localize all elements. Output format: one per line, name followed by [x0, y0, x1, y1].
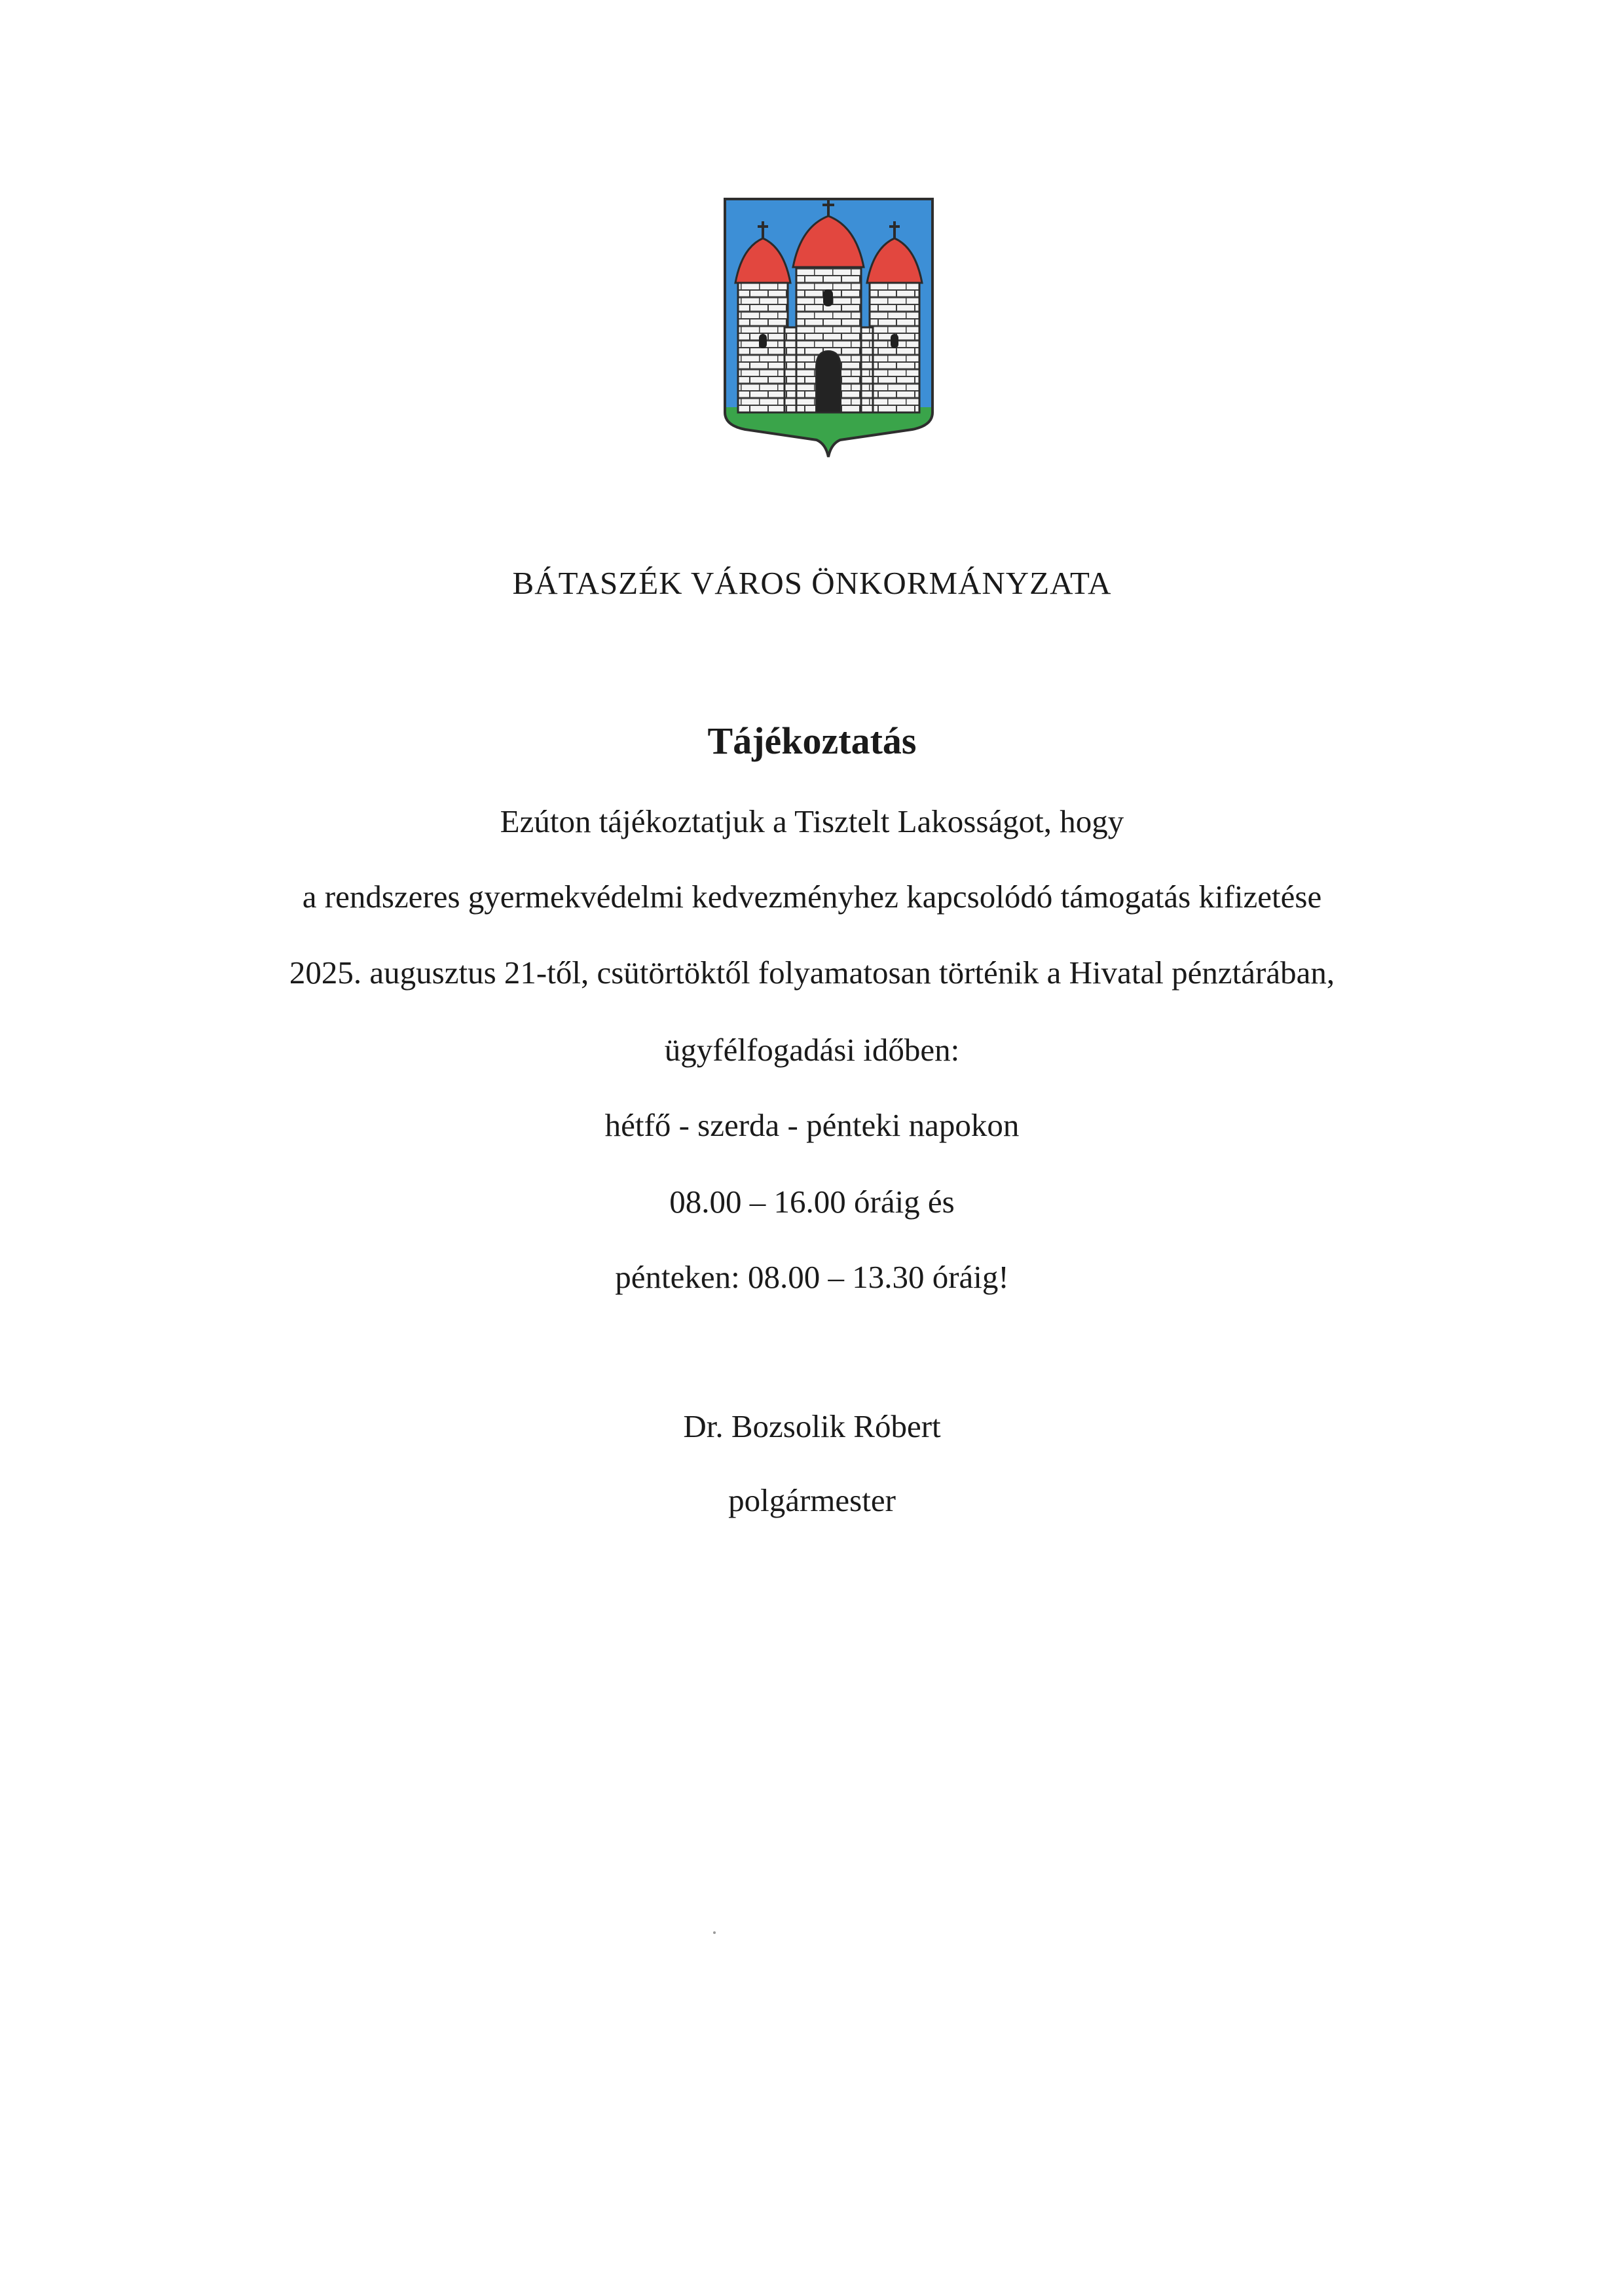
notice-line: a rendszeres gyermekvédelmi kedvezményhez kapcsolódó támogatás kifizetése	[302, 879, 1322, 915]
signer-name: Dr. Bozsolik Róbert	[683, 1408, 941, 1444]
city-coat-of-arms-icon	[722, 196, 935, 458]
scan-speck	[713, 1931, 716, 1934]
notice-line: Ezúton tájékoztatjuk a Tisztelt Lakosságot, hogy	[500, 803, 1124, 839]
notice-line: ügyfélfogadási időben:	[664, 1032, 960, 1068]
organization-name: BÁTASZÉK VÁROS ÖNKORMÁNYZATA	[512, 565, 1112, 601]
notice-line: hétfő - szerda - pénteki napokon	[604, 1107, 1020, 1143]
notice-title: Tájékoztatás	[707, 720, 917, 762]
notice-line: 08.00 – 16.00 óráig és	[669, 1184, 955, 1220]
notice-line: pénteken: 08.00 – 13.30 óráig!	[615, 1259, 1009, 1295]
notice-line: 2025. augusztus 21-től, csütörtöktől folyamatosan történik a Hivatal pénztárában,	[289, 955, 1335, 991]
signer-role: polgármester	[728, 1482, 896, 1518]
